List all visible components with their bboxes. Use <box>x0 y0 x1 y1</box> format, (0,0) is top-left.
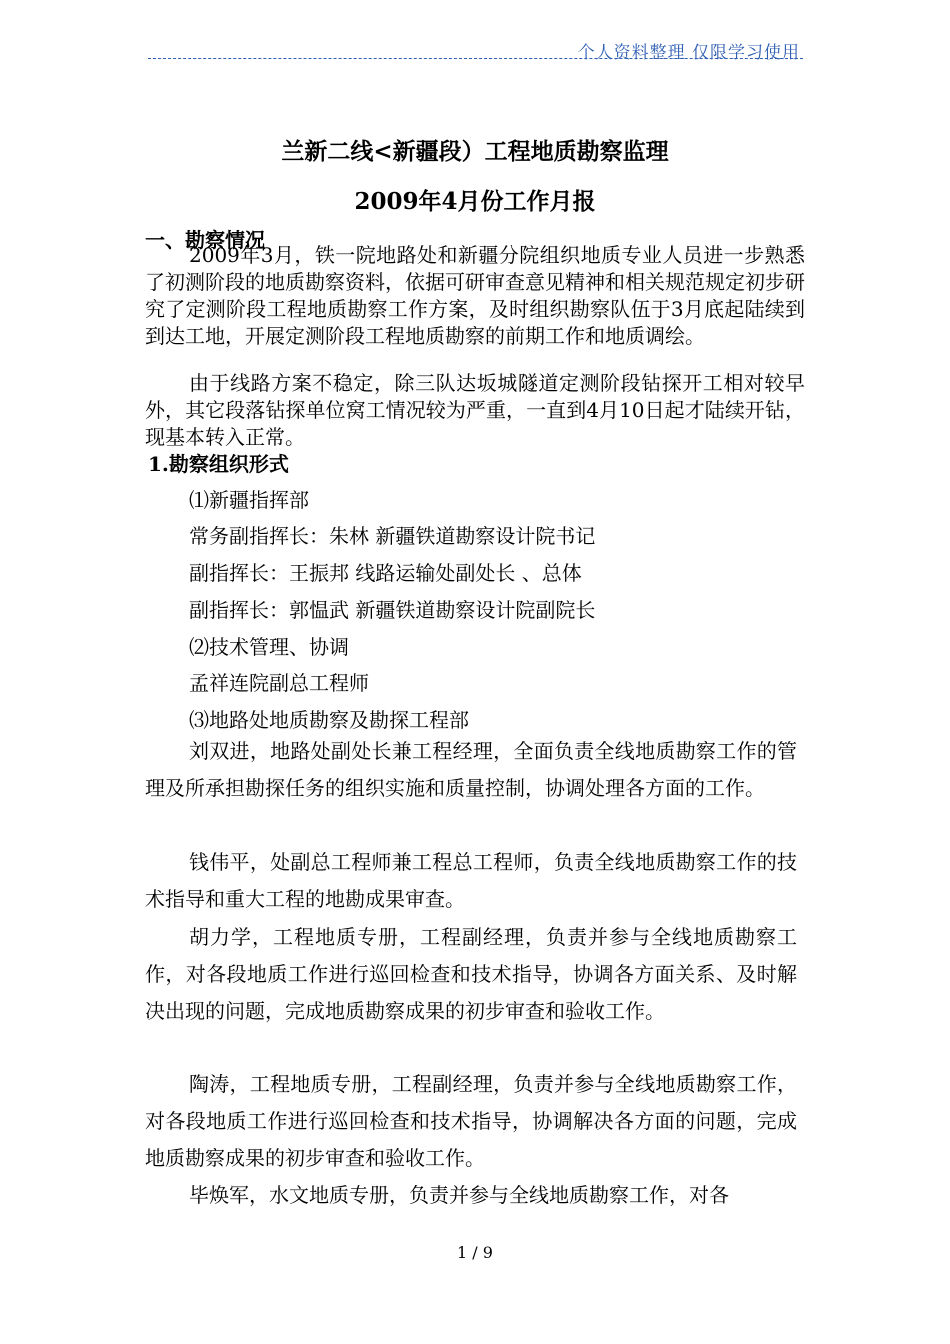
org-line: 副指挥长：郭愠武 新疆铁道勘察设计院副院长 <box>189 598 596 622</box>
org-line: 孟祥连院副总工程师 <box>189 671 369 695</box>
org-line: ⑵技术管理、协调 <box>189 635 349 659</box>
org-line: 副指挥长：王振邦 线路运输处副处长 、总体 <box>189 561 582 585</box>
header-divider <box>148 58 803 59</box>
header-note: 个人资料整理 仅限学习使用 <box>577 43 800 63</box>
section-heading: 一、勘察情况 <box>145 228 265 252</box>
staff-paragraph: 陶涛，工程地质专册，工程副经理，负责并参与全线地质勘察工作，对各段地质工作进行巡回检查和技术指导，协调解决各方面的问题，完成地质勘察成果的初步审查和验收工作。 <box>145 1072 797 1170</box>
staff-paragraph: 胡力学，工程地质专册，工程副经理，负责并参与全线地质勘察工作，对各段地质工作进行巡回检查和技术指导，协调各方面关系、及时解决出现的问题，完成地质勘察成果的初步审查和验收工作。 <box>145 925 797 1023</box>
paragraph: 2009年3月，铁一院地路处和新疆分院组织地质专业人员进一步熟悉了初测阶段的地质勘察资料，依据可研审查意见精神和相关规范规定初步研究了定测阶段工程地质勘察工作方案，及时组织勘察队伍于3月底起陆续到到达工地，开展定测阶段工程地质勘察的前期工作和地质调绘。 <box>145 243 805 348</box>
org-line: 常务副指挥长：朱林 新疆铁道勘察设计院书记 <box>189 524 596 548</box>
staff-paragraph: 钱伟平，处副总工程师兼工程总工程师，负责全线地质勘察工作的技术指导和重大工程的地勘成果审查。 <box>145 850 797 911</box>
paragraph: 由于线路方案不稳定，除三队达坂城隧道定测阶段钻探开工相对较早外，其它段落钻探单位窝工情况较为严重，一直到4月10日起才陆续开钻，现基本转入正常。 <box>145 371 805 449</box>
document-title: 兰新二线<新疆段）工程地质勘察监理 <box>281 138 669 165</box>
document-subtitle: 2009年4月份工作月报 <box>354 188 596 215</box>
staff-paragraph: 刘双进，地路处副处长兼工程经理，全面负责全线地质勘察工作的管理及所承担勘探任务的组织实施和质量控制，协调处理各方面的工作。 <box>145 739 797 800</box>
org-line: ⑴新疆指挥部 <box>189 488 309 512</box>
subsection-heading: 1.勘察组织形式 <box>148 452 289 476</box>
page-number: 1 / 9 <box>457 1243 493 1262</box>
staff-paragraph: 毕焕军，水文地质专册，负责并参与全线地质勘察工作，对各 <box>189 1183 729 1207</box>
org-line: ⑶地路处地质勘察及勘探工程部 <box>189 708 469 732</box>
